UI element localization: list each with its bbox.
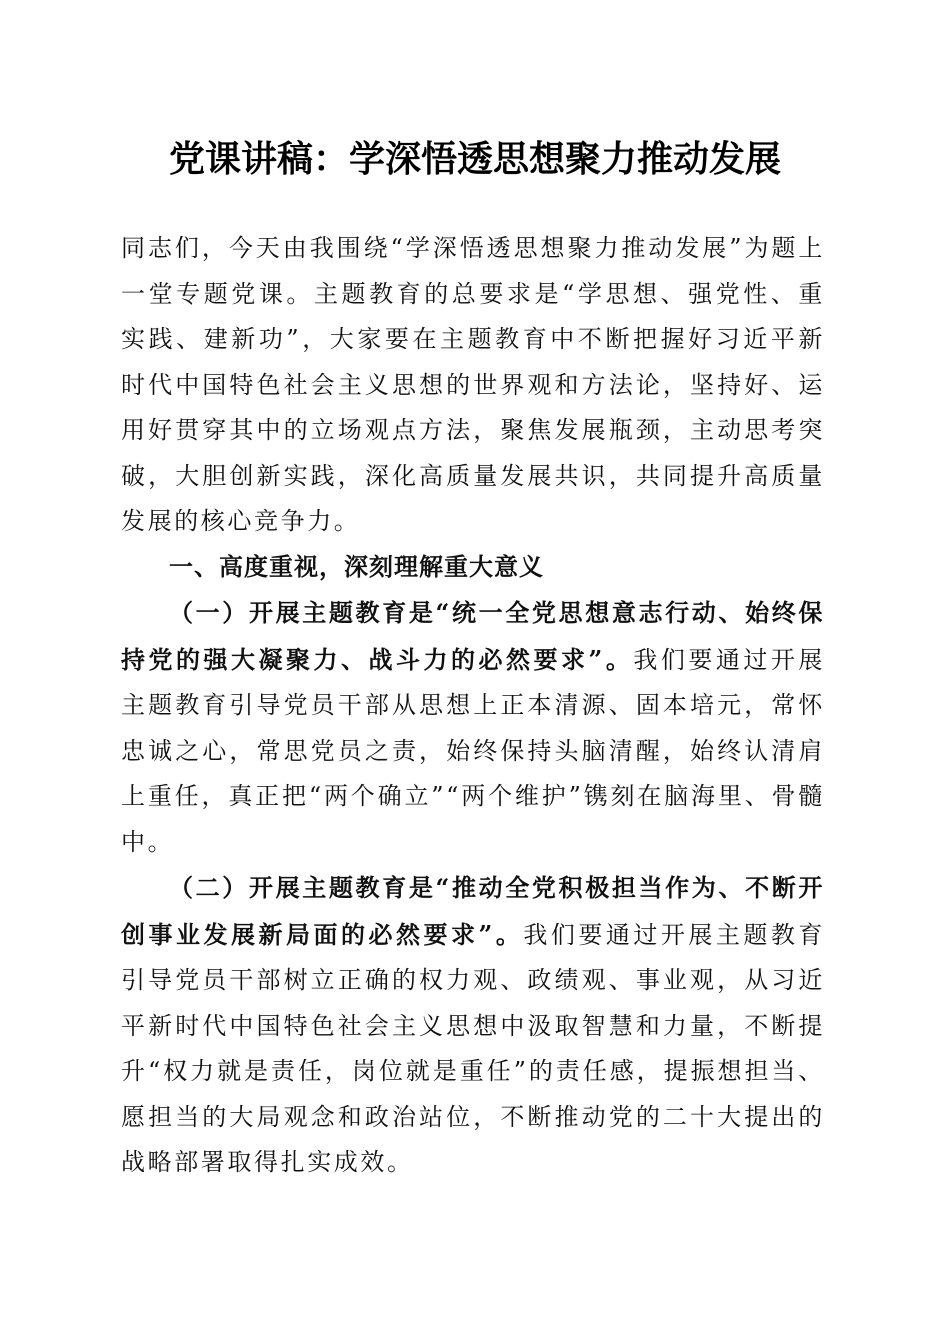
paragraph-2-lead: （二）开展主题教育是“推动全党积极担当作为、不断开创事业发展新局面的必然要求”。	[121, 873, 825, 949]
intro-paragraph: 同志们，今天由我围绕“学深悟透思想聚力推动发展”为题上一堂专题党课。主题教育的总要求是“学思想、强党性、重实践、建新功”，大家要在主题教育中不断把握好习近平新时代中国特色社会主义思想的世界观和方法论，坚持好、运用好贯穿其中的立场观点方法，聚焦发展瓶颈，主动思考突破，大胆创新实践，深化高质量发展共识，共同提升高质量发展的核心竞争力。	[121, 234, 825, 535]
paragraph-1-lead: （一）开展主题教育是“统一全党思想意志行动、始终保持党的强大凝聚力、战斗力的必然要求”。	[121, 598, 825, 674]
paragraph-2-body: 我们要通过开展主题教育引导党员干部树立正确的权力观、政绩观、事业观，从习近平新时代中国特色社会主义思想中汲取智慧和力量，不断提升“权力就是责任，岗位就是重任”的责任感，提振想担当、愿担当的大局观念和政治站位，不断推动党的二十大提出的战略部署取得扎实成效。	[121, 920, 825, 1176]
paragraph-1-body: 我们要通过开展主题教育引导党员干部从思想上正本清源、固本培元，常怀忠诚之心，常思党员之责，始终保持头脑清醒，始终认清肩上重任，真正把“两个确立”“两个维护”镌刻在脑海里、骨髓中。	[121, 645, 825, 856]
section-heading-1: 一、高度重视，深刻理解重大意义	[169, 552, 544, 581]
paragraph-2	[121, 865, 825, 1186]
paragraph-1	[121, 590, 825, 865]
document-title: 党课讲稿：学深悟透思想聚力推动发展	[168, 138, 781, 180]
document-body	[121, 226, 825, 1186]
